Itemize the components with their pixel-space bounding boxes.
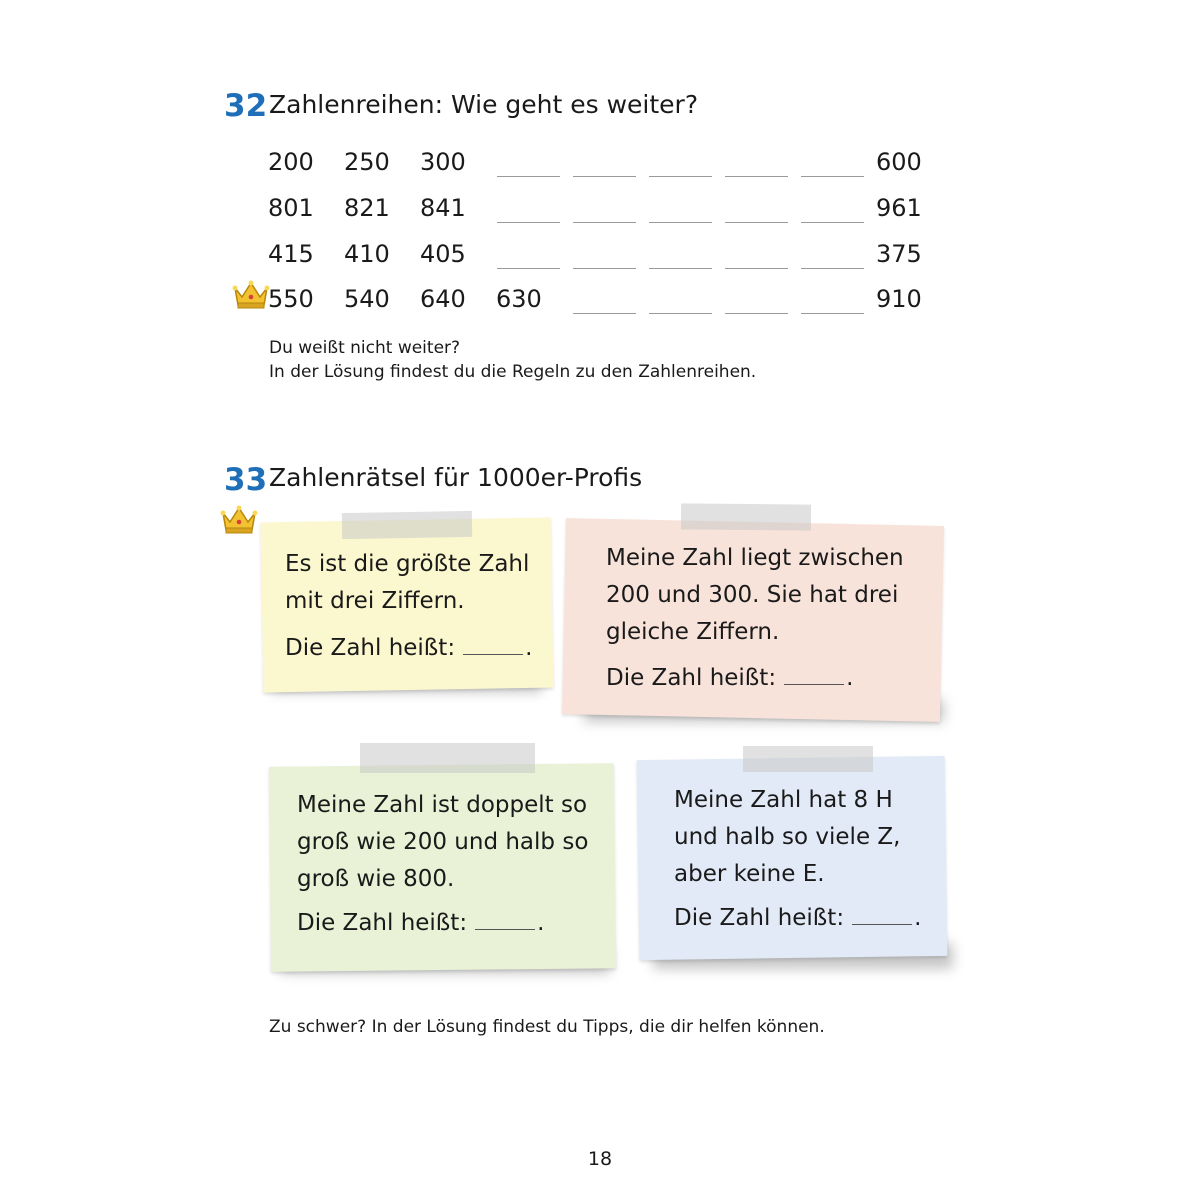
note-text: Meine Zahl liegt zwischen 200 und 300. Sie hat drei gleiche Ziffern. (606, 545, 904, 645)
answer-blank[interactable] (475, 929, 535, 930)
answer-blank[interactable] (463, 654, 523, 655)
sequence-value: 415 (268, 240, 314, 268)
answer-blank[interactable] (801, 268, 864, 269)
hint-32 (269, 336, 756, 384)
sticky-note-1 (262, 520, 552, 690)
answer-blank[interactable] (852, 924, 912, 925)
footer-hint-33: Zu schwer? In der Lösung findest du Tipps, die dir helfen können. (269, 1017, 825, 1037)
sequence-end-value: 600 (876, 148, 922, 176)
answer-prompt: Die Zahl heißt: . (674, 905, 922, 931)
crown-icon (232, 280, 270, 310)
answer-blank[interactable] (573, 222, 636, 223)
sequence-row-1 (268, 148, 948, 188)
exercise-number-32: 32 (224, 88, 268, 124)
sticky-note-4 (638, 758, 946, 958)
sequence-value: 640 (420, 285, 466, 313)
sequence-row-4 (268, 285, 948, 325)
answer-blank[interactable] (497, 268, 560, 269)
sequence-value: 801 (268, 194, 314, 222)
sequence-end-value: 961 (876, 194, 922, 222)
hint-line: In der Lösung findest du die Regeln zu den Zahlenreihen. (269, 362, 757, 382)
tape-strip (681, 503, 811, 530)
sequence-value: 841 (420, 194, 466, 222)
sequence-value: 300 (420, 148, 466, 176)
answer-blank[interactable] (725, 313, 788, 314)
sequence-value: 410 (344, 240, 390, 268)
answer-blank[interactable] (801, 222, 864, 223)
page-number: 18 (587, 1148, 613, 1170)
sequence-value: 550 (268, 285, 314, 313)
answer-blank[interactable] (573, 268, 636, 269)
hint-line: Du weißt nicht weiter? (269, 338, 461, 358)
note-text: Es ist die größte Zahl mit drei Ziffern. (285, 551, 530, 614)
answer-blank[interactable] (573, 313, 636, 314)
sequence-value: 630 (496, 285, 542, 313)
exercise-title-32: Zahlenreihen: Wie geht es weiter? (269, 90, 699, 119)
answer-prompt: Die Zahl heißt: . (285, 635, 533, 661)
answer-blank[interactable] (497, 176, 560, 177)
tape-strip (360, 743, 535, 773)
note-text: Meine Zahl ist doppelt so groß wie 200 und halb so groß wie 800. (297, 792, 589, 892)
sequence-value: 405 (420, 240, 466, 268)
tape-strip (743, 746, 873, 772)
sequence-end-value: 375 (876, 240, 922, 268)
sticky-note-3 (270, 765, 615, 970)
answer-blank[interactable] (649, 222, 712, 223)
sequence-value: 200 (268, 148, 314, 176)
exercise-number-33: 33 (224, 462, 268, 498)
answer-prompt: Die Zahl heißt: . (297, 910, 545, 936)
sequence-value: 821 (344, 194, 390, 222)
crown-icon (220, 505, 258, 535)
exercise-title-33: Zahlenrätsel für 1000er-Profis (269, 463, 643, 492)
note-text: Meine Zahl hat 8 H und halb so viele Z, aber keine E. (674, 787, 901, 887)
sequence-value: 540 (344, 285, 390, 313)
sequence-end-value: 910 (876, 285, 922, 313)
answer-blank[interactable] (573, 176, 636, 177)
answer-blank[interactable] (801, 176, 864, 177)
answer-blank[interactable] (649, 313, 712, 314)
answer-blank[interactable] (725, 222, 788, 223)
sticky-note-2 (564, 522, 942, 718)
answer-blank[interactable] (649, 176, 712, 177)
answer-blank[interactable] (497, 222, 560, 223)
answer-blank[interactable] (649, 268, 712, 269)
answer-blank[interactable] (784, 684, 844, 685)
answer-blank[interactable] (725, 176, 788, 177)
answer-blank[interactable] (801, 313, 864, 314)
tape-strip (342, 511, 472, 539)
sequence-row-3 (268, 240, 948, 280)
sequence-value: 250 (344, 148, 390, 176)
answer-blank[interactable] (725, 268, 788, 269)
sequence-row-2 (268, 194, 948, 234)
answer-prompt: Die Zahl heißt: . (606, 665, 854, 691)
